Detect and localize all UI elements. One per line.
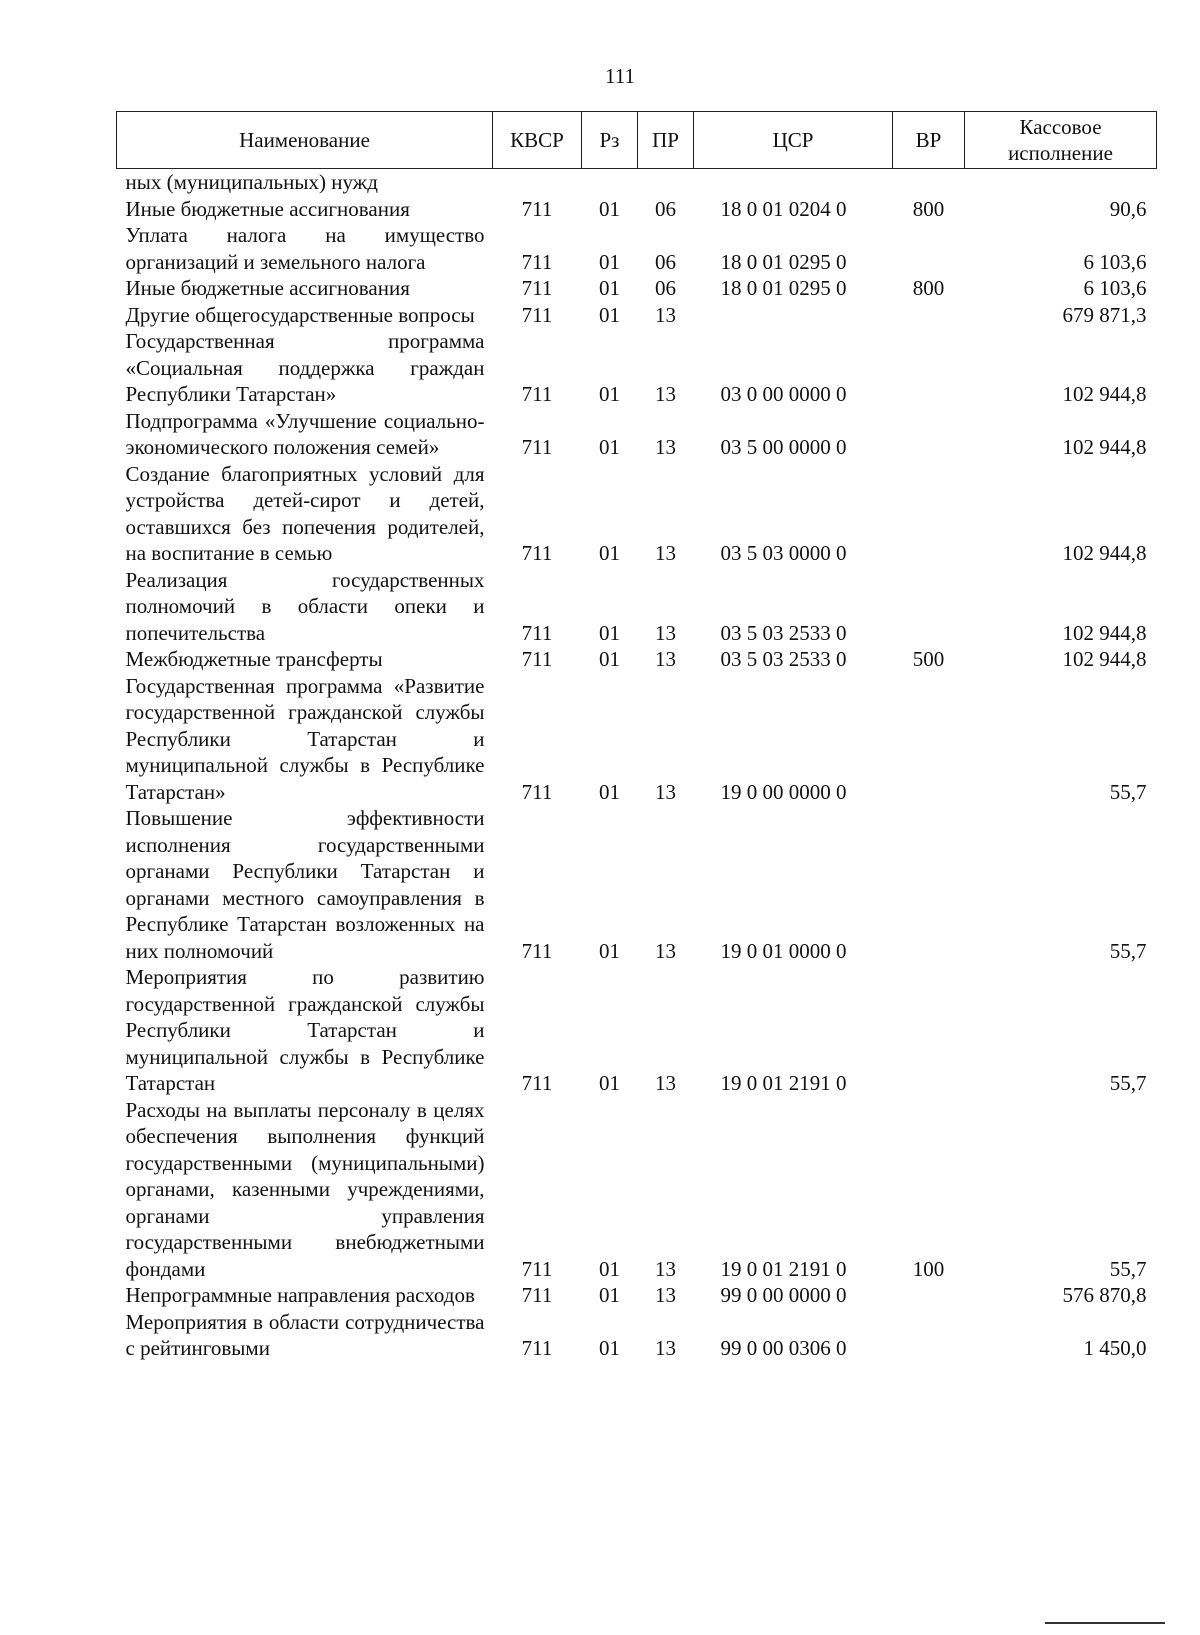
row-vr bbox=[893, 567, 965, 647]
row-amount: 102 944,8 bbox=[1062, 382, 1147, 406]
row-name: Реализация государственных полномочий в области опеки и попечительства bbox=[125, 567, 485, 645]
row-pr: 13 bbox=[655, 938, 676, 963]
table-header-row bbox=[117, 112, 1157, 169]
row-kvsr: 711 bbox=[521, 276, 553, 300]
row-name: Создание благоприятных условий для устройства детей-сирот и детей, оставшихся без попечения родителей, на воспитание в семью bbox=[125, 461, 485, 565]
row-vr bbox=[893, 408, 965, 461]
row-name: Иные бюджетные ассигнования bbox=[125, 196, 410, 221]
row-rz: 01 bbox=[599, 1283, 620, 1307]
row-vr: 100 bbox=[912, 1256, 945, 1281]
table-row bbox=[117, 408, 1157, 461]
table-row bbox=[117, 222, 1157, 275]
row-kvsr: 711 bbox=[521, 1283, 553, 1307]
row-rz: 01 bbox=[599, 302, 620, 327]
row-amount: 102 944,8 bbox=[1062, 620, 1147, 645]
table-row bbox=[117, 275, 1157, 302]
row-csr: 18 0 01 0295 0 bbox=[720, 249, 847, 274]
row-kvsr: 711 bbox=[521, 249, 553, 274]
row-kvsr: 711 bbox=[521, 647, 553, 671]
row-csr: 03 5 03 2533 0 bbox=[720, 647, 847, 671]
row-rz: 01 bbox=[599, 1071, 620, 1095]
footer-rule bbox=[1045, 1622, 1165, 1624]
row-amount: 6 103,6 bbox=[1083, 249, 1147, 274]
table-row bbox=[117, 1282, 1157, 1309]
row-vr: 800 bbox=[912, 196, 945, 221]
row-amount: 1 450,0 bbox=[1083, 1336, 1147, 1360]
row-pr: 13 bbox=[655, 541, 676, 565]
col-header-kvsr: КВСР bbox=[493, 112, 582, 169]
row-pr: 06 bbox=[655, 196, 676, 221]
row-pr: 13 bbox=[655, 1256, 676, 1281]
row-csr: 99 0 00 0000 0 bbox=[720, 1283, 847, 1307]
table-body bbox=[117, 169, 1157, 1362]
row-csr bbox=[694, 302, 893, 329]
row-pr: 13 bbox=[655, 620, 676, 645]
row-csr: 19 0 01 2191 0 bbox=[720, 1256, 847, 1281]
row-vr bbox=[893, 673, 965, 806]
row-kvsr: 711 bbox=[521, 302, 553, 327]
row-kvsr: 711 bbox=[521, 382, 553, 406]
row-name: Межбюджетные трансферты bbox=[125, 647, 383, 671]
row-kvsr: 711 bbox=[521, 1336, 553, 1360]
row-pr: 13 bbox=[655, 1071, 676, 1095]
row-rz: 01 bbox=[599, 1256, 620, 1281]
row-rz: 01 bbox=[599, 435, 620, 459]
table-row bbox=[117, 328, 1157, 408]
row-rz: 01 bbox=[599, 382, 620, 406]
row-amount: 102 944,8 bbox=[1062, 435, 1147, 459]
row-pr: 06 bbox=[655, 249, 676, 274]
row-vr bbox=[893, 964, 965, 1097]
row-amount: 102 944,8 bbox=[1062, 647, 1147, 671]
row-pr bbox=[638, 169, 694, 196]
row-pr: 13 bbox=[655, 647, 676, 671]
col-header-pr: ПР bbox=[638, 112, 694, 169]
table-row bbox=[117, 646, 1157, 673]
col-header-amount: Кассовое исполнение bbox=[965, 112, 1157, 169]
row-csr: 03 5 03 0000 0 bbox=[720, 541, 847, 565]
row-pr: 13 bbox=[655, 779, 676, 804]
row-vr bbox=[893, 805, 965, 964]
row-name: Уплата налога на имущество организаций и земельного налога bbox=[125, 223, 485, 274]
row-amount: 55,7 bbox=[1109, 779, 1147, 804]
row-vr: 800 bbox=[912, 276, 945, 300]
row-name: Непрограммные направления расходов bbox=[125, 1283, 475, 1307]
row-amount: 102 944,8 bbox=[1062, 541, 1147, 565]
row-kvsr: 711 bbox=[521, 1071, 553, 1095]
table-row bbox=[117, 673, 1157, 806]
table-row bbox=[117, 964, 1157, 1097]
row-vr bbox=[893, 461, 965, 567]
table-row bbox=[117, 302, 1157, 329]
row-kvsr: 711 bbox=[521, 620, 553, 645]
row-rz: 01 bbox=[599, 196, 620, 221]
table-row bbox=[117, 196, 1157, 223]
row-csr: 99 0 00 0306 0 bbox=[720, 1336, 847, 1360]
row-rz: 01 bbox=[599, 620, 620, 645]
col-header-name: Наименование bbox=[117, 112, 493, 169]
row-vr bbox=[893, 302, 965, 329]
row-pr: 13 bbox=[655, 1336, 676, 1360]
row-rz: 01 bbox=[599, 541, 620, 565]
row-amount: 55,7 bbox=[1109, 1256, 1147, 1281]
row-pr: 13 bbox=[655, 382, 676, 406]
row-amount: 576 870,8 bbox=[1062, 1283, 1147, 1307]
row-vr: 500 bbox=[912, 647, 945, 671]
row-amount: 55,7 bbox=[1109, 938, 1147, 963]
row-kvsr: 711 bbox=[521, 1256, 553, 1281]
row-csr: 18 0 01 0295 0 bbox=[720, 276, 847, 300]
table-row bbox=[117, 169, 1157, 196]
row-name: Государственная программа «Развитие государственной гражданской службы Республики Татарстан и муниципальной службы в Республике Татарстан» bbox=[125, 673, 485, 804]
row-rz: 01 bbox=[599, 1336, 620, 1360]
row-name: Другие общегосударственные вопросы bbox=[125, 302, 475, 327]
row-amount: 55,7 bbox=[1109, 1071, 1147, 1095]
row-csr: 19 0 00 0000 0 bbox=[720, 779, 847, 804]
page-number: 111 bbox=[605, 64, 635, 88]
row-vr bbox=[893, 1309, 965, 1362]
row-rz: 01 bbox=[599, 647, 620, 671]
table-row bbox=[117, 1097, 1157, 1283]
row-amount bbox=[965, 169, 1157, 196]
row-amount: 90,6 bbox=[1109, 196, 1147, 221]
row-kvsr: 711 bbox=[521, 779, 553, 804]
row-kvsr: 711 bbox=[521, 541, 553, 565]
table-row bbox=[117, 805, 1157, 964]
row-kvsr bbox=[493, 169, 582, 196]
row-name: Повышение эффективности исполнения государственными органами Республики Татарстан и органами местного самоуправления в Республике Татарстан возложенных на них полномочий bbox=[125, 806, 485, 963]
row-amount: 6 103,6 bbox=[1083, 276, 1147, 300]
row-rz: 01 bbox=[599, 779, 620, 804]
row-csr: 03 5 03 2533 0 bbox=[720, 620, 847, 645]
row-name: ных (муниципальных) нужд bbox=[125, 170, 378, 194]
col-header-csr: ЦСР bbox=[694, 112, 893, 169]
table-row bbox=[117, 1309, 1157, 1362]
row-pr: 06 bbox=[655, 276, 676, 300]
row-vr bbox=[893, 1282, 965, 1309]
row-csr bbox=[694, 169, 893, 196]
row-csr: 19 0 01 0000 0 bbox=[720, 938, 847, 963]
row-rz bbox=[582, 169, 638, 196]
row-kvsr: 711 bbox=[521, 938, 553, 963]
row-name: Подпрограмма «Улучшение социально-экономического положения семей» bbox=[125, 408, 485, 459]
table-row bbox=[117, 567, 1157, 647]
row-csr: 18 0 01 0204 0 bbox=[720, 196, 847, 221]
row-name: Мероприятия в области сотрудничества с рейтинговыми bbox=[125, 1309, 485, 1360]
col-header-rz: Рз bbox=[582, 112, 638, 169]
row-vr bbox=[893, 328, 965, 408]
col-header-vr: ВР bbox=[893, 112, 965, 169]
row-rz: 01 bbox=[599, 276, 620, 300]
row-pr: 13 bbox=[655, 302, 676, 327]
row-rz: 01 bbox=[599, 938, 620, 963]
row-kvsr: 711 bbox=[521, 196, 553, 221]
row-amount: 679 871,3 bbox=[1062, 302, 1147, 327]
row-csr: 19 0 01 2191 0 bbox=[720, 1071, 847, 1095]
row-kvsr: 711 bbox=[521, 435, 553, 459]
row-vr bbox=[893, 169, 965, 196]
row-rz: 01 bbox=[599, 249, 620, 274]
row-name: Государственная программа «Социальная поддержка граждан Республики Татарстан» bbox=[125, 329, 485, 406]
row-name: Мероприятия по развитию государственной гражданской службы Республики Татарстан и муниципальной службы в Республике Татарстан bbox=[125, 965, 485, 1095]
table-row bbox=[117, 461, 1157, 567]
budget-table bbox=[116, 111, 1157, 1362]
row-pr: 13 bbox=[655, 1283, 676, 1307]
row-name: Расходы на выплаты персоналу в целях обеспечения выполнения функций государственными (муниципальными) органами, казенными учреждениями, органами управления государственными внебюджетными фондами bbox=[125, 1097, 485, 1281]
row-csr: 03 0 00 0000 0 bbox=[720, 382, 847, 406]
row-csr: 03 5 00 0000 0 bbox=[720, 435, 847, 459]
row-vr bbox=[893, 222, 965, 275]
row-name: Иные бюджетные ассигнования bbox=[125, 276, 410, 300]
row-pr: 13 bbox=[655, 435, 676, 459]
